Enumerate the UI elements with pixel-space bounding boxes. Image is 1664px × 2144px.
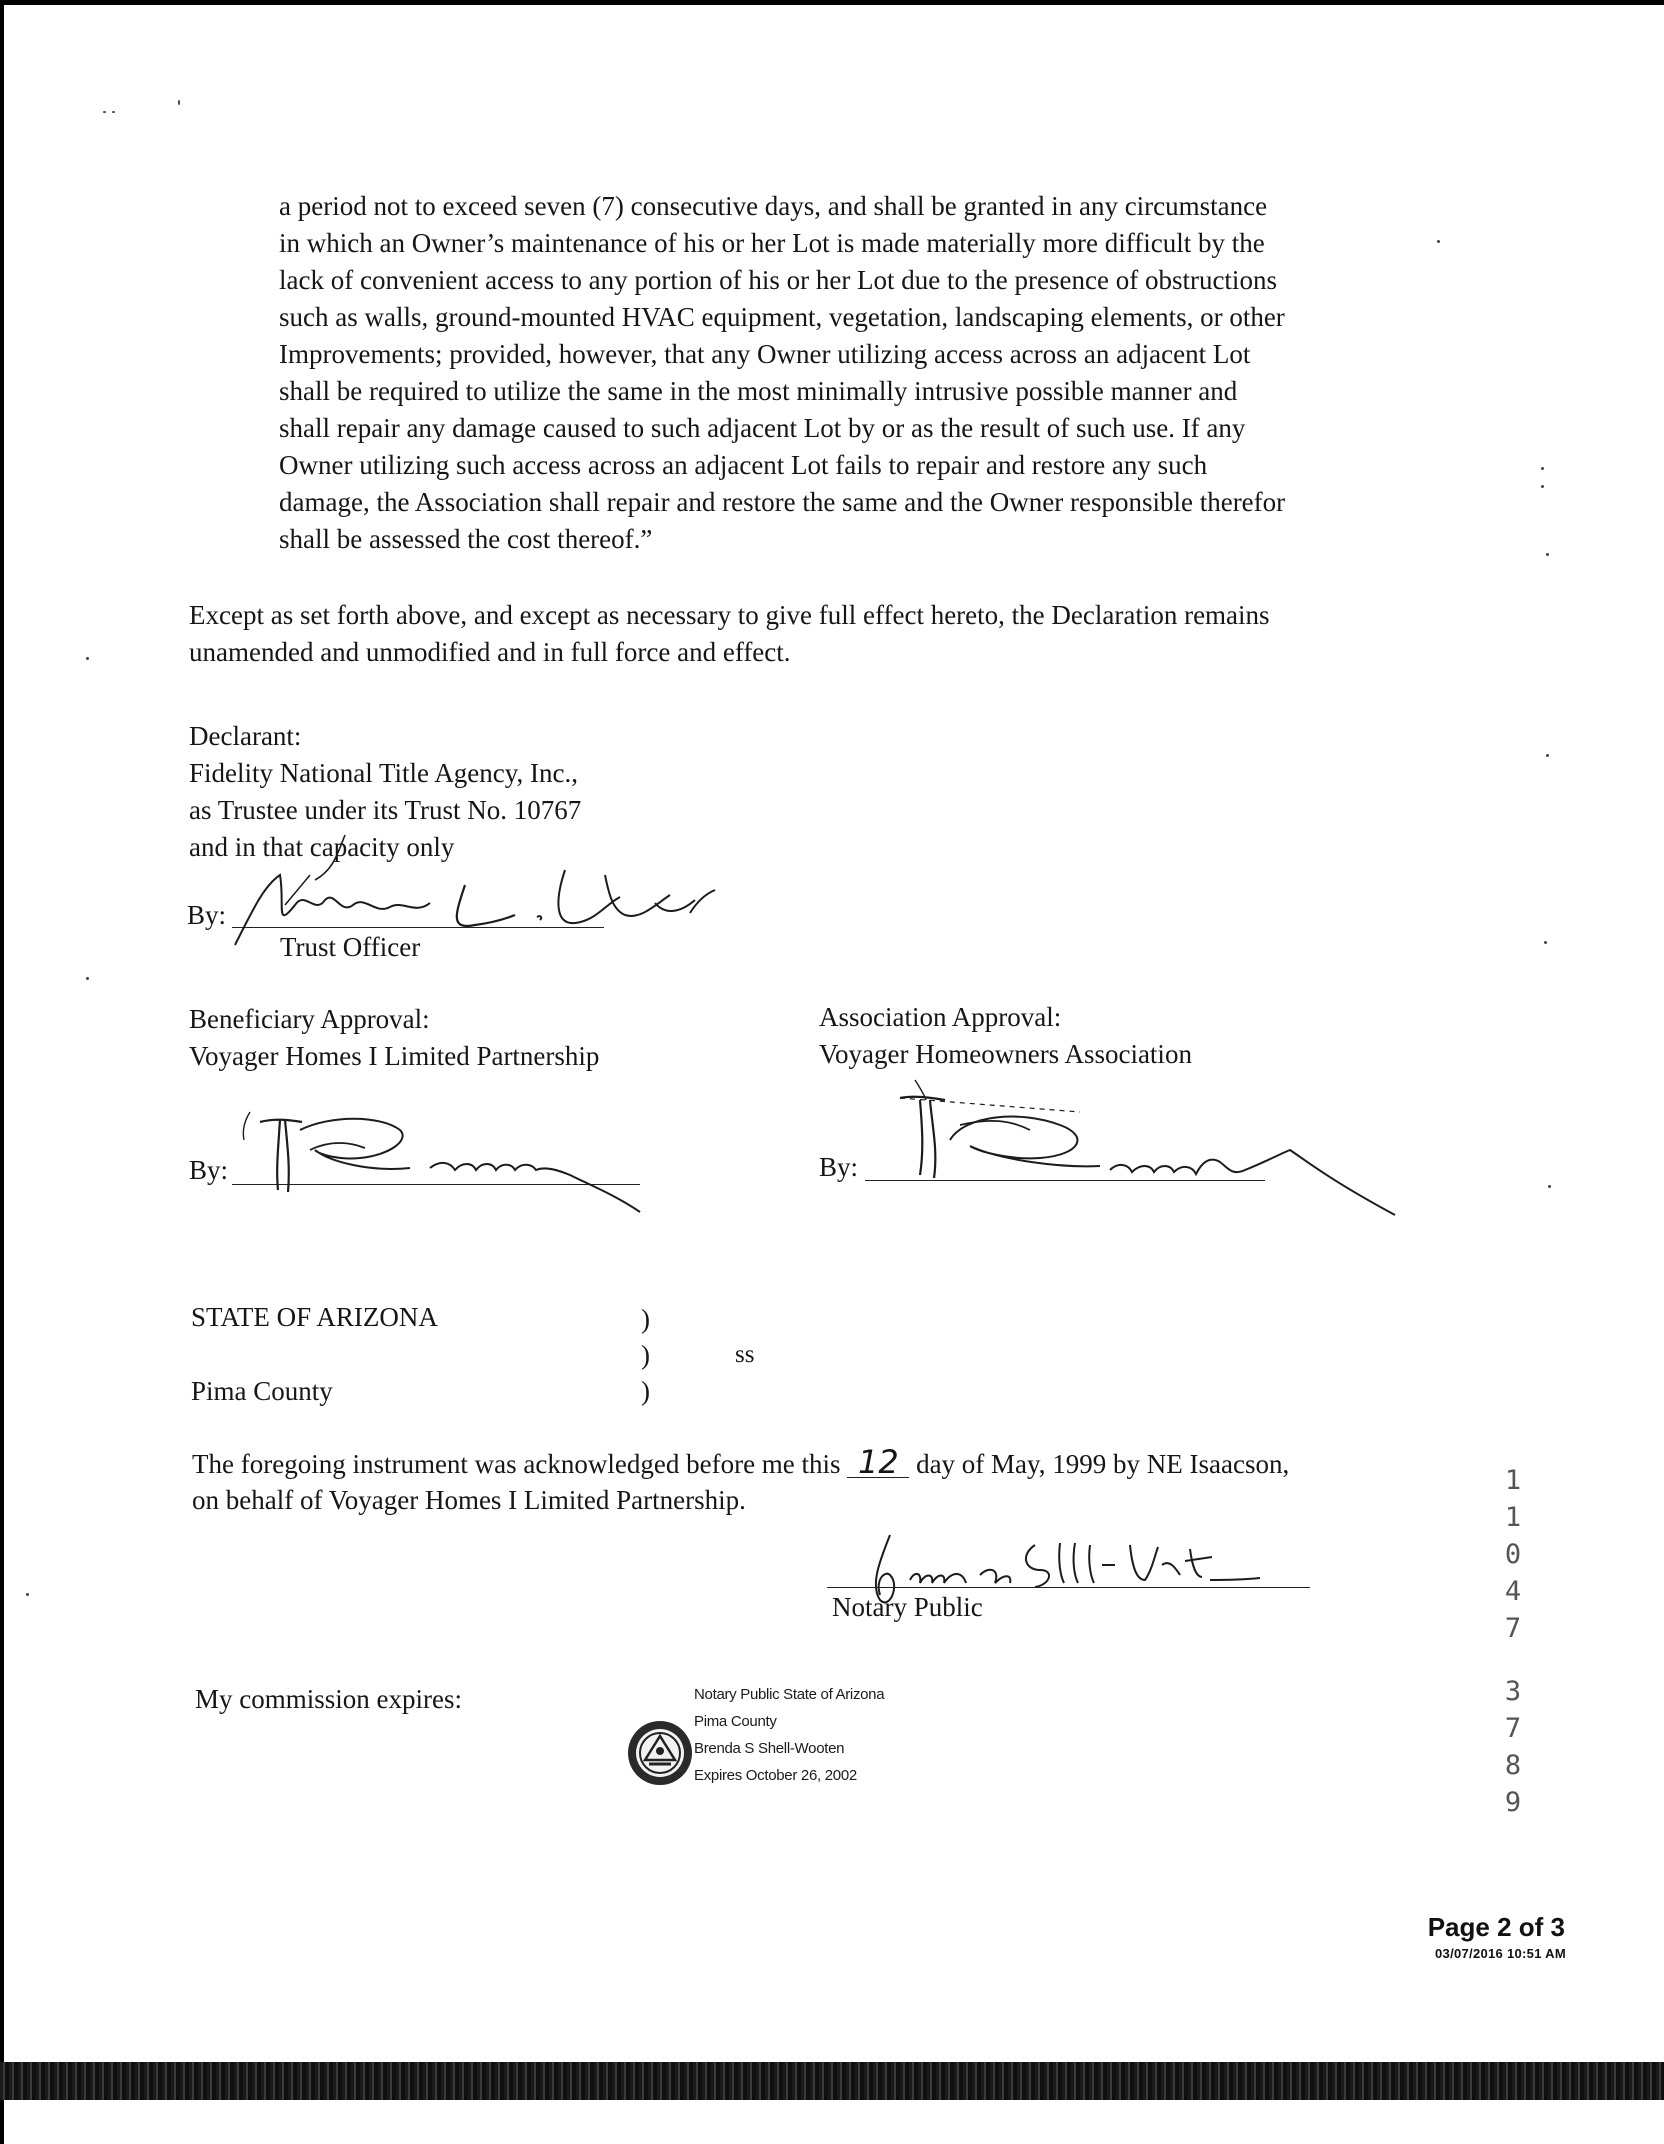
association-by-label: By: xyxy=(819,1152,859,1182)
declarant-line: as Trustee under its Trust No. 10767 xyxy=(189,795,582,825)
venue-ss: ss xyxy=(735,1341,755,1368)
text-line: damage, the Association shall repair and restore the same and the Owner responsible therefor xyxy=(279,487,1286,517)
text-line: shall be required to utilize the same in the most minimally intrusive possible manner and xyxy=(279,376,1238,406)
notary-seal-emblem xyxy=(625,1718,695,1788)
page-number: Page 2 of 3 xyxy=(1427,1912,1565,1942)
text-line: a period not to exceed seven (7) consecutive days, and shall be granted in any circumstance xyxy=(279,191,1268,221)
margin-recording-number xyxy=(1501,1462,1525,1821)
recording-digit: 1 xyxy=(1504,1465,1522,1496)
scan-speck xyxy=(1541,467,1544,470)
recording-digit: 4 xyxy=(1504,1576,1522,1607)
scan-left-edge xyxy=(0,0,4,2144)
association-heading: Association Approval: xyxy=(819,1002,1062,1032)
recording-digit: 3 xyxy=(1504,1676,1522,1707)
acknowledgment-after-day: day of May, 1999 by NE Isaacson, xyxy=(916,1449,1290,1479)
beneficiary-heading: Beneficiary Approval: xyxy=(189,1004,430,1034)
seal-line: Notary Public State of Arizona xyxy=(694,1686,885,1703)
beneficiary-by-label: By: xyxy=(189,1155,229,1185)
venue-paren: ) xyxy=(641,1376,650,1406)
scan-speck xyxy=(1541,485,1544,488)
recording-gap xyxy=(1501,1647,1525,1673)
recording-digit: 9 xyxy=(1504,1787,1522,1818)
acknowledgment-line-1 xyxy=(192,1443,1290,1483)
beneficiary-block xyxy=(189,1001,599,1075)
beneficiary-name: Voyager Homes I Limited Partnership xyxy=(189,1041,600,1071)
quoted-paragraph xyxy=(279,188,1374,558)
scan-top-edge xyxy=(0,0,1664,5)
scan-speck xyxy=(1546,754,1549,757)
recording-digit: 0 xyxy=(1504,1539,1522,1570)
seal-line: Brenda S Shell-Wooten xyxy=(694,1740,845,1757)
association-name: Voyager Homeowners Association xyxy=(819,1039,1192,1069)
venue-state: STATE OF ARIZONA xyxy=(191,1302,438,1332)
recording-digit: 7 xyxy=(1504,1713,1522,1744)
scan-speck xyxy=(1544,941,1547,944)
notary-signature-line xyxy=(827,1587,1310,1588)
scan-speck xyxy=(103,111,106,113)
venue-county: Pima County xyxy=(191,1376,333,1406)
text-line: unamended and unmodified and in full force and effect. xyxy=(189,637,791,667)
scan-speck xyxy=(1548,1185,1551,1188)
association-block xyxy=(819,999,1192,1073)
text-line: Improvements; provided, however, that any Owner utilizing access across an adjacent Lot xyxy=(279,339,1251,369)
text-line: in which an Owner’s maintenance of his or her Lot is made materially more difficult by the xyxy=(279,228,1265,258)
scan-speck xyxy=(26,1593,29,1596)
recording-digit: 7 xyxy=(1504,1613,1522,1644)
seal-line: Expires October 26, 2002 xyxy=(694,1767,857,1784)
acknowledgment-line-2: on behalf of Voyager Homes I Limited Partnership. xyxy=(192,1485,746,1515)
text-line: Owner utilizing such access across an adjacent Lot fails to repair and restore any such xyxy=(279,450,1208,480)
scan-speck xyxy=(112,111,115,113)
scan-speck xyxy=(1437,240,1440,243)
text-line: such as walls, ground-mounted HVAC equipment, vegetation, landscaping elements, or other xyxy=(279,302,1285,332)
notary-title: Notary Public xyxy=(832,1592,983,1622)
venue-paren: ) xyxy=(641,1304,650,1334)
declarant-line: and in that capacity only xyxy=(189,832,455,862)
beneficiary-signature xyxy=(240,1100,700,1220)
text-line: shall repair any damage caused to such adjacent Lot by or as the result of such use. If any xyxy=(279,413,1246,443)
declarant-by-label: By: xyxy=(187,900,227,930)
commission-label: My commission expires: xyxy=(195,1684,462,1714)
association-signature xyxy=(860,1070,1420,1220)
acknowledgment-day: 12 xyxy=(847,1447,909,1478)
recording-digit: 8 xyxy=(1504,1750,1522,1781)
seal-line: Pima County xyxy=(694,1713,777,1730)
scan-speck xyxy=(86,977,89,980)
text-line: lack of convenient access to any portion of his or her Lot due to the presence of obstructions xyxy=(279,265,1277,295)
scan-bottom-band xyxy=(0,2062,1664,2100)
print-timestamp: 03/07/2016 10:51 AM xyxy=(1435,1946,1566,1961)
scan-speck xyxy=(1546,553,1549,556)
closing-paragraph xyxy=(189,597,1379,671)
declarant-line: Fidelity National Title Agency, Inc., xyxy=(189,758,578,788)
text-line: shall be assessed the cost thereof.” xyxy=(279,524,653,554)
declarant-heading: Declarant: xyxy=(189,721,302,751)
scan-speck xyxy=(178,100,180,105)
venue-paren: ) xyxy=(641,1340,650,1370)
declarant-title: Trust Officer xyxy=(280,932,421,962)
recording-digit: 1 xyxy=(1504,1502,1522,1533)
scan-speck xyxy=(86,657,89,660)
acknowledgment-before-day: The foregoing instrument was acknowledged before me this xyxy=(192,1449,841,1479)
declarant-block xyxy=(189,718,581,866)
text-line: Except as set forth above, and except as necessary to give full effect hereto, the Declaration remains xyxy=(189,600,1270,630)
notary-seal-text xyxy=(694,1681,884,1789)
